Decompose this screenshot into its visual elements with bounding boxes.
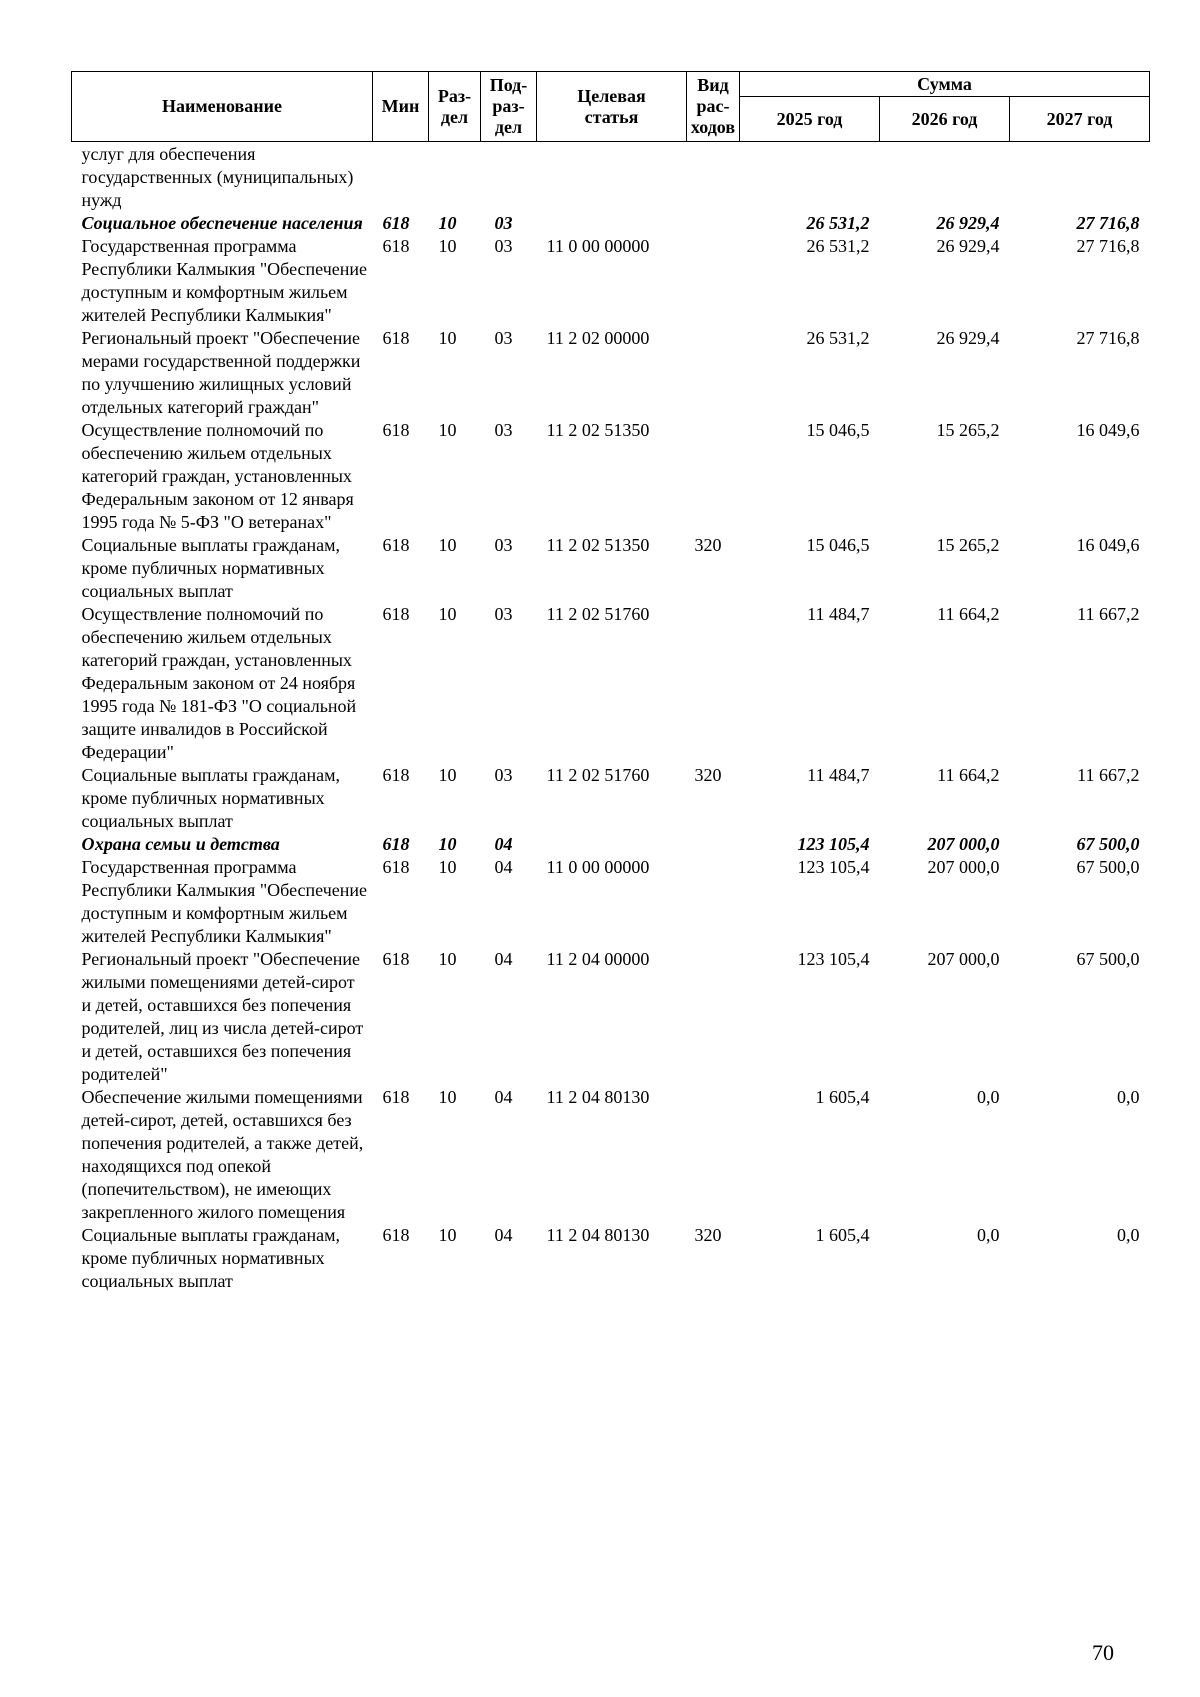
- cell-vid: 320: [694, 765, 722, 785]
- cell-2025: 11 484,7: [807, 765, 870, 785]
- cell-podrazdel: 04: [494, 949, 513, 969]
- cell-name: Осуществление полномочий по обеспечению жильем отдельных категорий граждан, установленных Федеральным законом от 12 января 1995 года № 5-ФЗ "О ветеранах": [81, 420, 354, 532]
- header-name: Наименование: [72, 72, 373, 142]
- cell-podrazdel: 04: [494, 1225, 513, 1245]
- cell-vid: [687, 235, 740, 327]
- cell-min: 618: [382, 328, 410, 348]
- cell-razdel: 10: [438, 1225, 457, 1245]
- cell-target: 11 2 02 51350: [546, 420, 650, 440]
- header-vid: Вид рас- ходов: [687, 72, 740, 142]
- table-row: [72, 327, 1150, 419]
- cell-razdel: 10: [438, 765, 457, 785]
- cell-name: Государственная программа Республики Калмыкия "Обеспечение доступным и комфортным жильем жителей Республики Калмыкия": [81, 857, 368, 946]
- table-row: [72, 534, 1150, 603]
- table-row: [72, 948, 1150, 1086]
- cell-podrazdel: [481, 142, 537, 213]
- cell-name: услуг для обеспечения государственных (муниципальных) нужд: [81, 144, 354, 210]
- cell-razdel: 10: [438, 604, 457, 624]
- cell-razdel: 10: [438, 213, 457, 233]
- cell-2025: 1 605,4: [815, 1225, 870, 1245]
- cell-podrazdel: 04: [494, 834, 513, 854]
- cell-name: Охрана семьи и детства: [81, 834, 280, 854]
- table-row: [72, 764, 1150, 833]
- table-row: [72, 235, 1150, 327]
- cell-vid: [687, 1086, 740, 1224]
- cell-2025: [740, 142, 880, 213]
- cell-2026: [880, 142, 1010, 213]
- cell-target: 11 2 02 00000: [546, 328, 650, 348]
- cell-target: 11 0 00 00000: [546, 857, 650, 877]
- header-target: Целевая статья: [537, 72, 687, 142]
- cell-razdel: 10: [438, 328, 457, 348]
- table-row: [72, 1086, 1150, 1224]
- page-number: 70: [1092, 1640, 1114, 1665]
- budget-table: [71, 71, 1150, 1293]
- cell-2027: 16 049,6: [1076, 535, 1140, 555]
- header-year-2027: 2027 год: [1010, 97, 1150, 142]
- cell-2027: 67 500,0: [1076, 949, 1140, 969]
- cell-podrazdel: 04: [494, 1087, 513, 1107]
- cell-vid: [687, 212, 740, 235]
- cell-min: 618: [382, 535, 410, 555]
- cell-2027: [1010, 142, 1150, 213]
- cell-min: 618: [382, 834, 410, 854]
- cell-2027: 67 500,0: [1076, 857, 1140, 877]
- cell-vid: [687, 419, 740, 534]
- cell-min: 618: [382, 420, 410, 440]
- cell-vid: [687, 142, 740, 213]
- cell-2025: 1 605,4: [815, 1087, 870, 1107]
- cell-2025: 26 531,2: [806, 236, 870, 256]
- cell-min: 618: [382, 213, 410, 233]
- cell-name: Осуществление полномочий по обеспечению жильем отдельных категорий граждан, установленных Федеральным законом от 24 ноября 1995 года № 181-ФЗ "О социальной защите инвалидов в Российской Федерации": [81, 604, 357, 762]
- header-year-2026: 2026 год: [880, 97, 1010, 142]
- cell-name: Социальное обеспечение населения: [81, 213, 363, 233]
- cell-2025: 26 531,2: [806, 328, 870, 348]
- cell-2027: 11 667,2: [1077, 604, 1140, 624]
- cell-2025: 15 046,5: [806, 420, 870, 440]
- cell-min: [373, 142, 429, 213]
- cell-min: 618: [382, 765, 410, 785]
- cell-2027: 27 716,8: [1076, 236, 1140, 256]
- cell-vid: [687, 856, 740, 948]
- cell-min: 618: [382, 1087, 410, 1107]
- cell-min: 618: [382, 1225, 410, 1245]
- cell-min: 618: [382, 236, 410, 256]
- cell-vid: 320: [694, 535, 722, 555]
- cell-razdel: 10: [438, 1087, 457, 1107]
- cell-2026: 15 265,2: [936, 535, 1000, 555]
- cell-2026: 207 000,0: [927, 834, 1000, 854]
- cell-2025: 11 484,7: [807, 604, 870, 624]
- cell-target: 11 2 02 51760: [546, 604, 650, 624]
- cell-2025: 15 046,5: [806, 535, 870, 555]
- cell-2026: 207 000,0: [927, 857, 1000, 877]
- cell-razdel: 10: [438, 834, 457, 854]
- table-row: [72, 212, 1150, 235]
- cell-name: Региональный проект "Обеспечение мерами государственной поддержки по улучшению жилищных условий отдельных категорий граждан": [81, 328, 361, 417]
- cell-podrazdel: 03: [494, 765, 513, 785]
- cell-target: [537, 212, 687, 235]
- cell-podrazdel: 03: [494, 420, 513, 440]
- cell-name: Региональный проект "Обеспечение жилыми помещениями детей-сирот и детей, оставшихся без попечения родителей, лиц из числа детей-сирот и детей, оставшихся без попечения родителей": [81, 949, 364, 1084]
- cell-2025: 123 105,4: [797, 857, 870, 877]
- cell-2027: 27 716,8: [1076, 213, 1140, 233]
- cell-vid: [687, 327, 740, 419]
- cell-2025: 123 105,4: [797, 949, 870, 969]
- cell-target: 11 2 02 51350: [546, 535, 650, 555]
- cell-razdel: 10: [438, 236, 457, 256]
- table-row: [72, 142, 1150, 213]
- table-body: [72, 142, 1150, 1294]
- table-row: [72, 603, 1150, 764]
- cell-2027: 16 049,6: [1076, 420, 1140, 440]
- table-row: [72, 419, 1150, 534]
- cell-target: 11 2 04 00000: [546, 949, 650, 969]
- cell-name: Социальные выплаты гражданам, кроме публичных нормативных социальных выплат: [81, 535, 340, 601]
- cell-vid: 320: [694, 1225, 722, 1245]
- cell-min: 618: [382, 949, 410, 969]
- cell-razdel: 10: [438, 857, 457, 877]
- cell-min: 618: [382, 604, 410, 624]
- cell-2026: 11 664,2: [937, 604, 1000, 624]
- cell-2027: 27 716,8: [1076, 328, 1140, 348]
- header-razdel: Раз- дел: [429, 72, 481, 142]
- cell-name: Социальные выплаты гражданам, кроме публичных нормативных социальных выплат: [81, 1225, 340, 1291]
- cell-name: Социальные выплаты гражданам, кроме публичных нормативных социальных выплат: [81, 765, 340, 831]
- cell-2026: 26 929,4: [936, 236, 1000, 256]
- header-year-2025: 2025 год: [740, 97, 880, 142]
- cell-vid: [687, 948, 740, 1086]
- header-min: Мин: [373, 72, 429, 142]
- cell-podrazdel: 04: [494, 857, 513, 877]
- cell-target: [537, 833, 687, 856]
- cell-2027: 0,0: [1117, 1225, 1140, 1245]
- cell-2026: 15 265,2: [936, 420, 1000, 440]
- cell-podrazdel: 03: [494, 328, 513, 348]
- cell-2027: 67 500,0: [1076, 834, 1140, 854]
- table-row: [72, 1224, 1150, 1293]
- header-podrazdel: Под- раз- дел: [481, 72, 537, 142]
- header-summa: Сумма: [740, 72, 1150, 97]
- cell-vid: [687, 603, 740, 764]
- cell-2026: 11 664,2: [937, 765, 1000, 785]
- cell-target: 11 2 02 51760: [546, 765, 650, 785]
- cell-2025: 123 105,4: [797, 834, 870, 854]
- cell-2026: 26 929,4: [936, 328, 1000, 348]
- cell-2025: 26 531,2: [806, 213, 870, 233]
- cell-2026: 0,0: [977, 1087, 1000, 1107]
- cell-podrazdel: 03: [494, 213, 513, 233]
- table-row: [72, 833, 1150, 856]
- table-header: [72, 72, 1150, 142]
- cell-razdel: 10: [438, 535, 457, 555]
- cell-razdel: 10: [438, 420, 457, 440]
- cell-target: 11 2 04 80130: [546, 1087, 650, 1107]
- table-row: [72, 856, 1150, 948]
- cell-podrazdel: 03: [494, 535, 513, 555]
- cell-target: [537, 142, 687, 213]
- cell-target: 11 0 00 00000: [546, 236, 650, 256]
- cell-vid: [687, 833, 740, 856]
- cell-razdel: 10: [438, 949, 457, 969]
- cell-podrazdel: 03: [494, 236, 513, 256]
- cell-name: Государственная программа Республики Калмыкия "Обеспечение доступным и комфортным жильем жителей Республики Калмыкия": [81, 236, 368, 325]
- cell-2026: 26 929,4: [936, 213, 1000, 233]
- cell-2027: 0,0: [1117, 1087, 1140, 1107]
- cell-min: 618: [382, 857, 410, 877]
- cell-2026: 0,0: [977, 1225, 1000, 1245]
- cell-podrazdel: 03: [494, 604, 513, 624]
- cell-name: Обеспечение жилыми помещениями детей-сирот, детей, оставшихся без попечения родителей, а также детей, находящихся под опекой (попечительством), не имеющих закрепленного жилого помещения: [81, 1087, 364, 1222]
- cell-2027: 11 667,2: [1077, 765, 1140, 785]
- cell-2026: 207 000,0: [927, 949, 1000, 969]
- cell-razdel: [429, 142, 481, 213]
- cell-target: 11 2 04 80130: [546, 1225, 650, 1245]
